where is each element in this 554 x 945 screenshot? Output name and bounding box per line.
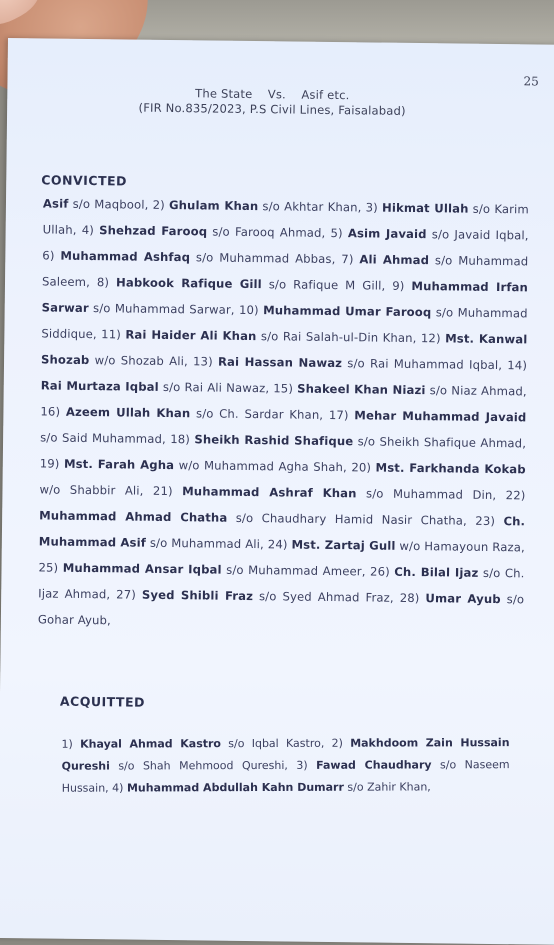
entry: 7) Ali Ahmad s/o Muhammad Saleem, <box>41 252 529 290</box>
person-name: Ali Ahmad <box>359 252 430 268</box>
page-number: 25 <box>523 74 539 89</box>
person-name: Muhammad Ansar Iqbal <box>62 560 222 577</box>
case-title <box>7 84 537 120</box>
person-name: Ghulam Khan <box>168 197 259 214</box>
person-name: Habkook Rafique Gill <box>115 275 262 292</box>
case-title-line-2: (FIR No.835/2023, P.S Civil Lines, Faisalabad) <box>138 100 406 118</box>
entry: 20) Mst. Farkhanda Kokab w/o Shabbir Ali, <box>39 460 526 498</box>
entry: 11) Rai Haider Ali Khan s/o Rai Salah-ul-Din Khan, <box>101 327 422 346</box>
person-name: Muhammad Ashraf Khan <box>182 484 357 501</box>
person-name: Azeem Ullah Khan <box>65 404 191 421</box>
thumb-nail <box>0 0 49 34</box>
entry: Asif s/o Maqbool, <box>42 196 153 212</box>
entry: 3) Fawad Chaudhary s/o Naseem Hussain, <box>61 758 510 795</box>
entry: 28) Umar Ayub s/o Gohar Ayub, <box>37 590 525 628</box>
person-name: Muhammad Abdullah Kahn Dumarr <box>126 780 344 795</box>
person-name: Mst. Kanwal Shozab <box>40 331 528 368</box>
person-name: Mst. Zartaj Gull <box>291 537 396 553</box>
person-name: Makhdoom Zain Hussain Qureshi <box>61 736 510 773</box>
entry: 17) Mehar Muhammad Javaid s/o Said Muhammad, <box>40 407 527 447</box>
entry: 16) Azeem Ullah Khan s/o Ch. Sardar Khan, <box>40 404 329 422</box>
person-name: Mst. Farkhanda Kokab <box>375 460 526 477</box>
entry: 13) Rai Hassan Nawaz s/o Rai Muhammad Iqbal, <box>192 354 508 373</box>
person-name: Ch. Bilal Ijaz <box>394 564 479 580</box>
person-name: Mehar Muhammad Javaid <box>354 408 527 425</box>
person-name: Asim Javaid <box>347 226 427 242</box>
entry: 2) Makhdoom Zain Hussain Qureshi s/o Shah Mehmood Qureshi, <box>61 736 510 773</box>
entry: 9) Muhammad Irfan Sarwar s/o Muhammad Sarwar, <box>41 278 529 317</box>
entry: 1) Khayal Ahmad Kastro s/o Iqbal Kastro, <box>61 736 332 751</box>
person-name: Muhammad Irfan Sarwar <box>41 278 529 316</box>
person-name: Ch. Muhammad Asif <box>38 514 526 550</box>
person-name: Shehzad Farooq <box>99 223 208 239</box>
entry: 24) Mst. Zartaj Gull w/o Hamayoun Raza, <box>267 537 525 555</box>
person-name: Hikmat Ullah <box>381 200 469 216</box>
person-name: Asif <box>42 196 69 211</box>
entry: 26) Ch. Bilal Ijaz s/o Ch. Ijaz Ahmad, <box>38 564 525 602</box>
person-name: Muhammad Umar Farooq <box>263 303 432 320</box>
entry: 8) Habkook Rafique Gill s/o Rafique M Gill, <box>96 275 393 293</box>
person-name: Sheikh Rashid Shafique <box>194 432 354 449</box>
entry: 5) Asim Javaid s/o Javaid Iqbal, <box>330 225 529 243</box>
entry: 22) Muhammad Ahmad Chatha s/o Chaudhary Hamid Nasir Chatha, <box>39 488 526 528</box>
entry: 14) Rai Murtaza Iqbal s/o Rai Ali Nawaz, <box>40 358 528 396</box>
entry: 4) Muhammad Abdullah Kahn Dumarr s/o Zahir Khan, <box>112 780 431 795</box>
entry: 18) Sheikh Rashid Shafique s/o Sheikh Shafique Ahmad, <box>170 432 527 451</box>
entry: 10) Muhammad Umar Farooq s/o Muhammad Siddique, <box>41 302 528 342</box>
person-name: Rai Haider Ali Khan <box>125 327 257 344</box>
case-title-line-1: The State Vs. Asif etc. <box>195 86 350 103</box>
convicted-heading: CONVICTED <box>41 172 128 189</box>
person-name: Umar Ayub <box>425 591 501 607</box>
acquitted-heading: ACQUITTED <box>59 693 146 710</box>
entry: 27) Syed Shibli Fraz s/o Syed Ahmad Fraz, <box>116 587 400 605</box>
person-name: Muhammad Ashfaq <box>60 248 191 265</box>
entry: 12) Mst. Kanwal Shozab w/o Shozab Ali, <box>40 331 528 369</box>
person-name: Rai Hassan Nawaz <box>217 354 343 371</box>
person-name: Shakeel Khan Niazi <box>297 381 426 398</box>
entry: 15) Shakeel Khan Niazi s/o Niaz Ahmad, <box>273 381 527 399</box>
acquitted-list <box>62 732 510 800</box>
person-name: Fawad Chaudhary <box>316 758 432 772</box>
person-name: Mst. Farah Agha <box>63 456 175 473</box>
entry: 2) Ghulam Khan s/o Akhtar Khan, <box>152 197 366 215</box>
entry: 21) Muhammad Ashraf Khan s/o Muhammad Din, <box>152 483 506 503</box>
person-name: Muhammad Ahmad Chatha <box>39 508 228 525</box>
entry: 4) Shehzad Farooq s/o Farooq Ahmad, <box>81 222 331 240</box>
entry: 19) Mst. Farah Agha w/o Muhammad Agha Shah, <box>39 456 352 475</box>
person-name: Syed Shibli Fraz <box>141 587 254 604</box>
person-name: Rai Murtaza Iqbal <box>40 378 159 394</box>
entry: 3) Hikmat Ullah s/o Karim Ullah, <box>42 200 530 237</box>
entry: 23) Ch. Muhammad Asif s/o Muhammad Ali, <box>38 513 526 552</box>
document-page <box>0 38 554 945</box>
person-name: Khayal Ahmad Kastro <box>80 737 222 751</box>
entry: 6) Muhammad Ashfaq s/o Muhammad Abbas, <box>42 248 342 267</box>
entry: 25) Muhammad Ansar Iqbal s/o Muhammad Ameer, <box>38 560 371 579</box>
convicted-list <box>38 190 529 638</box>
